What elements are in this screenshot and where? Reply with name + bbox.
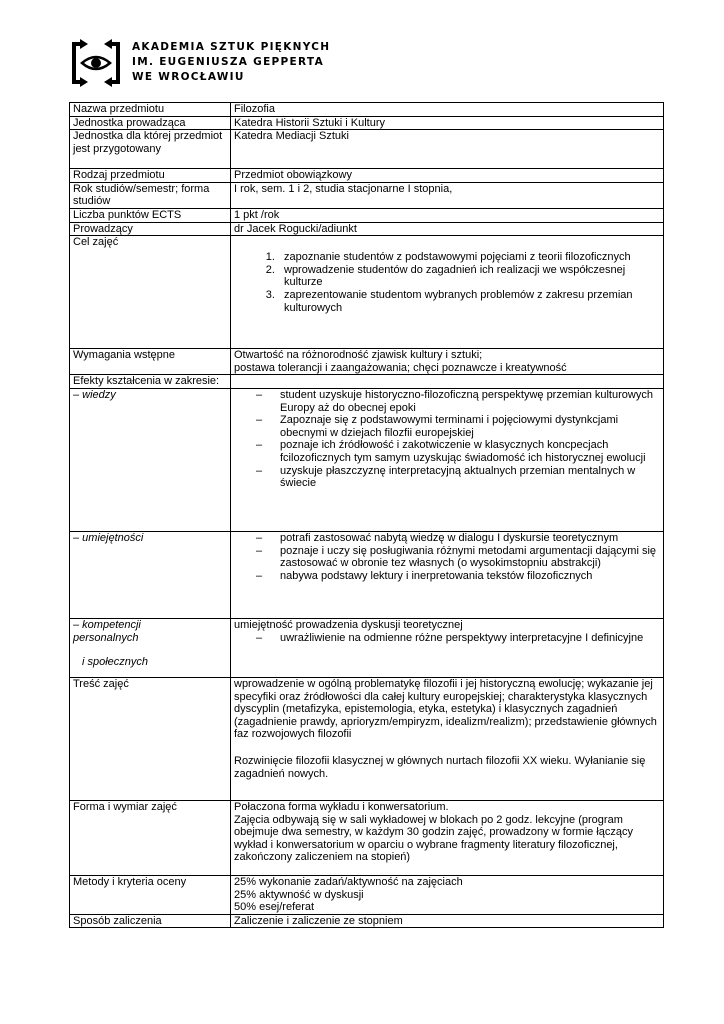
value-rodzaj: Przedmiot obowiązkowy <box>231 169 664 183</box>
logo-line-2: IM. EUGENIUSZA GEPPERTA <box>132 56 325 68</box>
value-sposob: Zaliczenie i zaliczenie ze stopniem <box>231 914 664 928</box>
row-rodzaj <box>70 169 664 183</box>
value-jednostka: Katedra Historii Sztuki i Kultury <box>231 116 664 130</box>
row-prowadzacy <box>70 222 664 236</box>
value-ects: 1 pkt /rok <box>231 208 664 222</box>
umiejetnosci-item: – potrafi zastosować nabytą wiedzę w dialogu I dyskursie teoretycznym <box>274 532 660 545</box>
label-sposob: Sposób zaliczenia <box>70 914 231 928</box>
value-umiejetnosci <box>231 531 664 618</box>
kompetencje-intro: umiejętność prowadzenia dyskusji teoretycznej <box>234 618 463 631</box>
tresc-paragraph: wprowadzenie w ogólną problematykę filozofii i jej historyczną ewolucję; wykazanie jej specyfiki oraz źródłowości dla całej kultury europejskiej; charakterystyka klasycznych dyscyplin (metafizyka, epistemologia, etyka, estetyka) i klasycznych zagadnień (zagadnienie prawdy, aprioryzm/empiryzm, idealizm/realizm); przedstawienie głównych faz rozwojowych filozofii <box>234 677 657 741</box>
wymagania-line: Otwartość na różnorodność zjawisk kultury i sztuki; <box>234 349 483 362</box>
cel-item: 1. zapoznanie studentów z podstawowymi pojęciami z teorii filozoficznych <box>278 251 660 264</box>
metody-line: 25% aktywność w dyskusji <box>234 888 364 901</box>
value-efekty <box>231 375 664 389</box>
row-umiejetnosci <box>70 531 664 618</box>
wymagania-line: postawa tolerancji i zaangażowania; chęci poznawcze i kreatywność <box>234 361 567 374</box>
label-jednostka: Jednostka prowadząca <box>70 116 231 130</box>
value-cel <box>231 236 664 349</box>
forma-line: Zajęcia odbywają się w sali wykładowej w blokach po 2 godz. lekcyjne (program obejmuje dwa semestry, w każdym 30 godzin zajęć, prowadzony w formie łączący wykład i konwersatorium w oparciu o wybrane fragmenty literatury filozoficznej, zakończony zaliczeniem na stopień) <box>234 813 634 864</box>
kompetencje-label-line: i społecznych <box>82 656 149 669</box>
row-nazwa <box>70 103 664 117</box>
wiedzy-list <box>234 389 660 490</box>
label-prowadzacy: Prowadzący <box>70 222 231 236</box>
row-cel <box>70 236 664 349</box>
label-forma: Forma i wymiar zajęć <box>70 800 231 875</box>
value-wymagania <box>231 349 664 375</box>
tresc-paragraph: Rozwinięcie filozofii klasycznej w głównych nurtach filozofii XX wieku. Wyłanianie się zagadnień nowych. <box>234 754 646 780</box>
wiedzy-item: – Zapoznaje się z podstawowymi terminami i pojęciowymi dystynkcjami obecnymi w dziejach filozfii europejskiej <box>274 414 660 439</box>
academy-emblem-icon <box>66 36 126 90</box>
row-sposob <box>70 914 664 928</box>
row-kompetencje <box>70 618 664 677</box>
label-ects: Liczba punktów ECTS <box>70 208 231 222</box>
label-wymagania: Wymagania wstępne <box>70 349 231 375</box>
label-rodzaj: Rodzaj przedmiotu <box>70 169 231 183</box>
wiedzy-item: – uzyskuje płaszczyznę interpretacyjną aktualnych przemian mentalnych w świecie <box>274 465 660 490</box>
kompetencje-item: – uwrażliwienie na odmienne różne perspektywy interpretacyjne I definicyjne <box>274 632 660 645</box>
row-efekty <box>70 375 664 389</box>
kompetencje-list <box>234 632 660 645</box>
label-metody: Metody i kryteria oceny <box>70 875 231 914</box>
cel-item: 3. zaprezentowanie studentom wybranych problemów z zakresu przemian kulturowych <box>278 289 660 314</box>
row-wymagania <box>70 349 664 375</box>
value-wiedzy <box>231 388 664 531</box>
syllabus-table <box>69 102 664 928</box>
value-kompetencje <box>231 618 664 677</box>
logo-line-3: WE WROCŁAWIU <box>132 71 245 83</box>
row-metody <box>70 875 664 914</box>
row-forma <box>70 800 664 875</box>
label-efekty: Efekty kształcenia w zakresie: <box>70 375 231 389</box>
academy-logo <box>66 36 331 92</box>
forma-line: Połaczona forma wykładu i konwersatorium. <box>234 800 449 813</box>
row-jednostka-dla <box>70 130 664 169</box>
value-jednostka-dla: Katedra Mediacji Sztuki <box>231 130 664 169</box>
umiejetnosci-item: – poznaje i uczy się posługiwania różnymi metodami argumentacji dającymi się zastosować w obronie tez własnych (o wysokimstopniu abstrakcji) <box>274 545 660 570</box>
wiedzy-item: – student uzyskuje historyczno-filozoficzną perspektywę przemian kulturowych Europy aż do obecnej epoki <box>274 389 660 414</box>
value-metody <box>231 875 664 914</box>
value-tresc <box>231 677 664 800</box>
label-umiejetnosci: – umiejętności <box>70 531 231 618</box>
value-nazwa: Filozofia <box>231 103 664 117</box>
row-ects <box>70 208 664 222</box>
label-wiedzy: – wiedzy <box>70 388 231 531</box>
row-jednostka <box>70 116 664 130</box>
label-kompetencje <box>70 618 231 677</box>
umiejetnosci-item: – nabywa podstawy lektury i inerpretowania tekstów filozoficznych <box>274 570 660 583</box>
wiedzy-item: – poznaje ich źródłowość i zakotwiczenie w klasycznych koncpecjach fcilozoficznych tym samym uzyskując świadomość ich historycznej ewolucji <box>274 439 660 464</box>
row-tresc <box>70 677 664 800</box>
kompetencje-label-line: personalnych <box>73 631 139 644</box>
row-wiedzy <box>70 388 664 531</box>
label-jednostka-dla: Jednostka dla której przedmiot jest przygotowany <box>70 130 231 169</box>
value-forma <box>231 800 664 875</box>
label-nazwa: Nazwa przedmiotu <box>70 103 231 117</box>
label-rok: Rok studiów/semestr; forma studiów <box>70 182 231 208</box>
metody-line: 25% wykonanie zadań/aktywność na zajęciach <box>234 875 463 888</box>
value-prowadzacy: dr Jacek Rogucki/adiunkt <box>231 222 664 236</box>
umiejetnosci-list <box>234 532 660 582</box>
metody-line: 50% esej/referat <box>234 901 315 914</box>
value-rok: I rok, sem. 1 i 2, studia stacjonarne I stopnia, <box>231 182 664 208</box>
logo-line-1: AKADEMIA SZTUK PIĘKNYCH <box>132 41 331 53</box>
cel-list <box>234 251 660 314</box>
label-cel: Cel zajęć <box>70 236 231 349</box>
kompetencje-label-line: – kompetencji <box>73 618 141 631</box>
row-rok <box>70 182 664 208</box>
label-tresc: Treść zajęć <box>70 677 231 800</box>
cel-item: 2. wprowadzenie studentów do zagadnień ich realizacji we współczesnej kulturze <box>278 264 660 289</box>
